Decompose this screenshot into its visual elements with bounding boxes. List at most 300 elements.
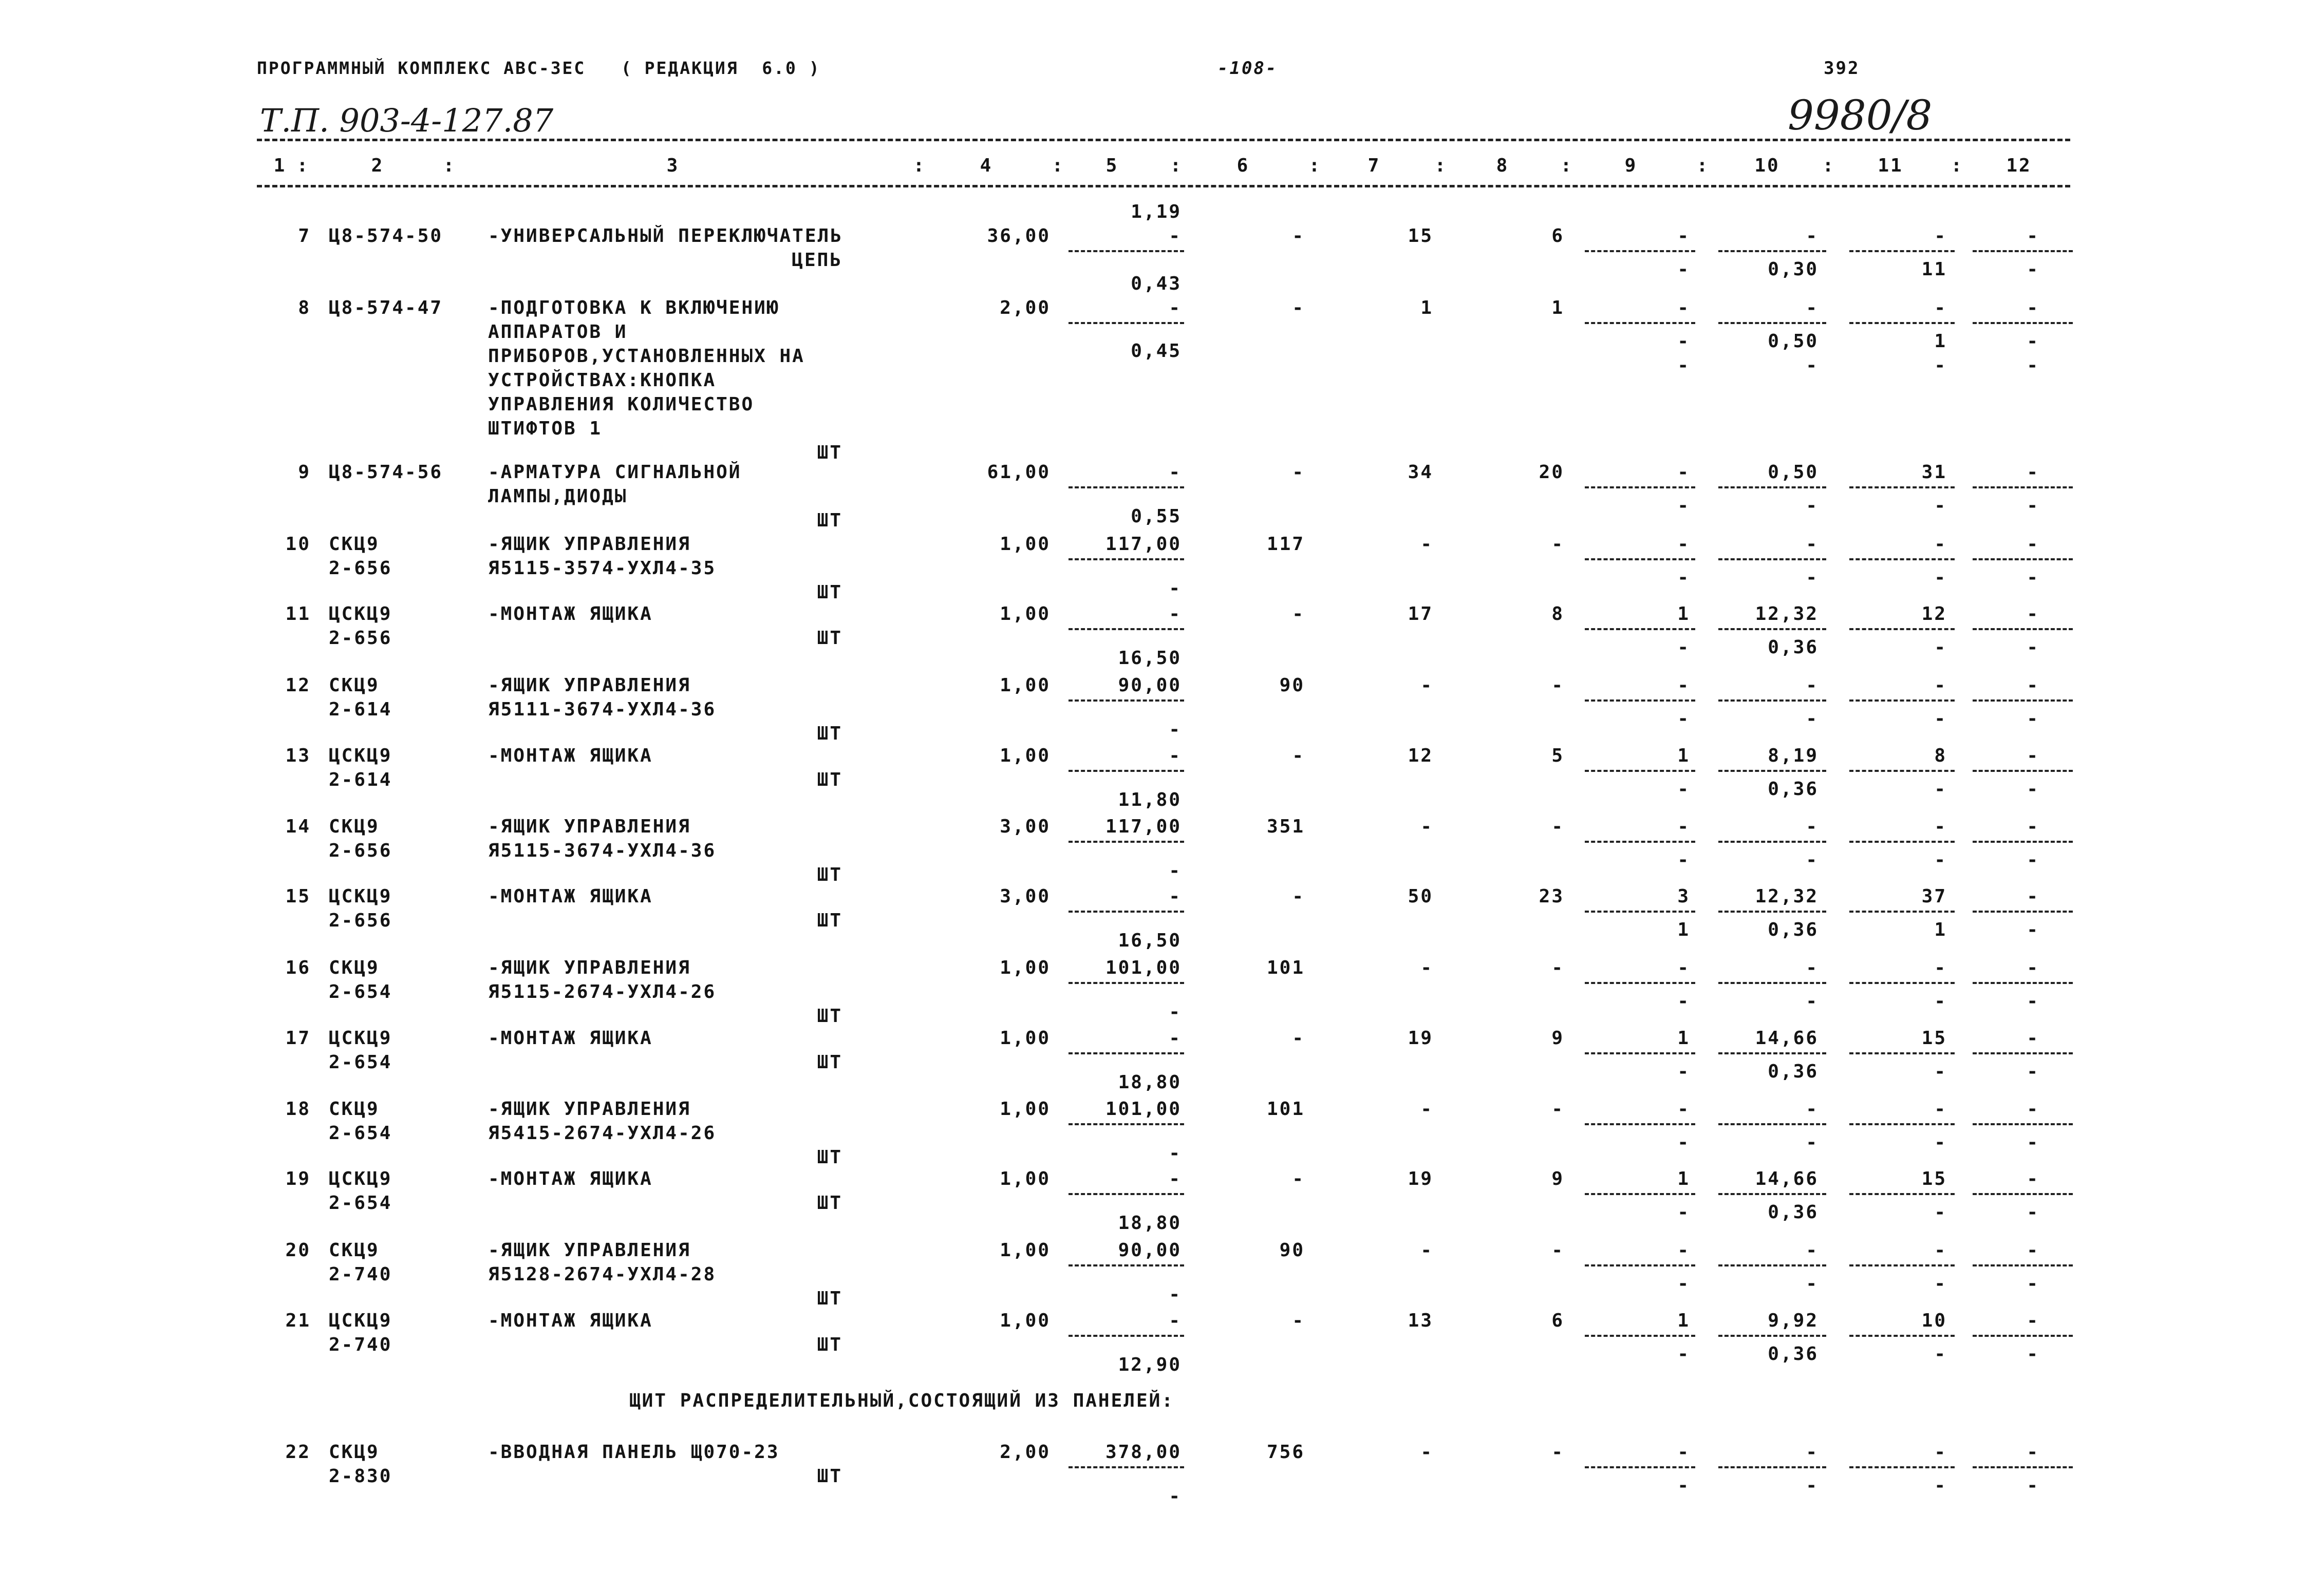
col-10: - [1806, 1240, 1819, 1261]
unit-cost-sub: 16,50 [1118, 930, 1182, 951]
total-cost: 756 [1266, 1442, 1305, 1463]
unit-cost-sub: - [1169, 1486, 1182, 1507]
total-cost: 351 [1266, 816, 1305, 837]
item-name: -ЯЩИК УПРАВЛЕНИЯ [488, 675, 691, 696]
cell-divider [1718, 1466, 1826, 1468]
item-code: 2-656 [329, 910, 392, 931]
col-10-sub: 0,36 [1768, 919, 1819, 940]
unit: ШТ [817, 1466, 842, 1487]
cell-divider [1718, 250, 1826, 252]
item-name: Я5128-2674-УХЛ4-28 [488, 1264, 717, 1285]
cost-divider [1069, 1466, 1184, 1468]
col-9: 1 [1677, 603, 1690, 625]
item-code: ЦСКЦ9 [329, 1168, 392, 1189]
item-name: Я5111-3674-УХЛ4-36 [488, 699, 717, 720]
col-11-sub: - [1934, 708, 1947, 729]
item-name: -МОНТАЖ ЯЩИКА [488, 745, 653, 766]
col-12: - [2027, 886, 2039, 907]
cell-divider [1849, 486, 1955, 488]
cell-divider [1849, 1123, 1955, 1125]
cell-divider [1718, 486, 1826, 488]
unit-cost-sub: 18,80 [1118, 1072, 1182, 1093]
cell-divider [1585, 982, 1695, 984]
col-10-sub: 0,36 [1768, 1344, 1819, 1365]
col-7: - [1420, 1099, 1433, 1120]
item-code: ЦСКЦ9 [329, 886, 392, 907]
item-name: -МОНТАЖ ЯЩИКА [488, 1028, 653, 1049]
col-10: - [1806, 534, 1819, 555]
cell-divider [1849, 699, 1955, 702]
col-11: - [1934, 225, 1947, 247]
total-cost: - [1292, 603, 1305, 625]
cell-divider [1718, 1264, 1826, 1266]
column-header: : [443, 155, 456, 176]
item-code: СКЦ9 [329, 1099, 380, 1120]
unit-cost-sub: - [1169, 1143, 1182, 1164]
col-12: - [2027, 1240, 2039, 1261]
col-10: 8,19 [1768, 745, 1819, 766]
cost-divider [1069, 322, 1184, 324]
unit: ШТ [817, 723, 842, 744]
row-number: 16 [285, 957, 311, 978]
col-11: - [1934, 1099, 1947, 1120]
column-header: : [1951, 155, 1964, 176]
col-10: - [1806, 1099, 1819, 1120]
col-7: 12 [1408, 745, 1433, 766]
quantity: 1,00 [1000, 1028, 1051, 1049]
unit-cost-sub: 0,55 [1131, 506, 1182, 527]
unit-cost-sub: - [1169, 1284, 1182, 1305]
col-12-sub: - [2027, 259, 2039, 280]
col-11-sub: - [1934, 637, 1947, 658]
row-number: 10 [285, 534, 311, 555]
cell-divider [1849, 558, 1955, 560]
unit: ШТ [817, 910, 842, 931]
cell-divider [1973, 841, 2073, 843]
col-11-sub: - [1934, 1061, 1947, 1082]
item-code: 2-656 [329, 558, 392, 579]
cell-divider [1973, 1052, 2073, 1054]
item-code: ЦСКЦ9 [329, 745, 392, 766]
quantity: 1,00 [1000, 534, 1051, 555]
column-header: 4 [980, 155, 993, 176]
cell-divider [1718, 628, 1826, 630]
col-12: - [2027, 1310, 2039, 1331]
cell-divider [1718, 770, 1826, 772]
quantity: 1,00 [1000, 1168, 1051, 1189]
column-header: : [1822, 155, 1835, 176]
cell-divider [1849, 982, 1955, 984]
col-9-extra: - [1677, 355, 1690, 376]
col-12-sub: - [2027, 331, 2039, 352]
col-9-sub: - [1677, 1061, 1690, 1082]
unit-cost-sub: 16,50 [1118, 648, 1182, 669]
item-name: Я5115-2674-УХЛ4-26 [488, 981, 717, 1002]
item-name: -ПОДГОТОВКА К ВКЛЮЧЕНИЮ [488, 297, 780, 318]
item-name: -ЯЩИК УПРАВЛЕНИЯ [488, 1240, 691, 1261]
col-8: 1 [1551, 297, 1564, 318]
col-8: 20 [1539, 462, 1564, 483]
column-header: : [1434, 155, 1448, 176]
col-8: 9 [1551, 1028, 1564, 1049]
unit-cost-prev: 0,43 [1131, 273, 1182, 294]
col-12-extra: - [2027, 355, 2039, 376]
unit: ШТ [817, 1147, 842, 1168]
col-9-sub: - [1677, 849, 1690, 871]
col-12: - [2027, 675, 2039, 696]
item-name: -УНИВЕРСАЛЬНЫЙ ПЕРЕКЛЮЧАТЕЛЬ [488, 225, 843, 247]
unit: ШТ [817, 769, 842, 790]
unit-cost-prev: 1,19 [1131, 201, 1182, 222]
col-11: 15 [1921, 1168, 1947, 1189]
item-name: ШТИФТОВ 1 [488, 418, 603, 439]
cost-divider [1069, 841, 1184, 843]
col-10-sub: - [1806, 1132, 1819, 1153]
col-11: - [1934, 957, 1947, 978]
column-header: : [296, 155, 310, 176]
col-11-extra: - [1934, 355, 1947, 376]
quantity: 1,00 [1000, 745, 1051, 766]
col-9: 1 [1677, 745, 1690, 766]
unit-cost: - [1169, 1310, 1182, 1331]
col-12: - [2027, 1028, 2039, 1049]
col-12: - [2027, 816, 2039, 837]
row-number: 15 [285, 886, 311, 907]
col-7: 19 [1408, 1028, 1433, 1049]
col-10-sub: - [1806, 567, 1819, 588]
item-code: СКЦ9 [329, 816, 380, 837]
col-9-sub: - [1677, 259, 1690, 280]
col-11: 31 [1921, 462, 1947, 483]
unit-cost-sub: - [1169, 1001, 1182, 1023]
col-10: - [1806, 225, 1819, 247]
unit-cost: - [1169, 225, 1182, 247]
total-cost: - [1292, 297, 1305, 318]
unit-cost: - [1169, 297, 1182, 318]
col-10-sub: - [1806, 991, 1819, 1012]
col-7: 34 [1408, 462, 1433, 483]
col-9-sub: - [1677, 567, 1690, 588]
section-title: ЩИТ РАСПРЕДЕЛИТЕЛЬНЫЙ,СОСТОЯЩИЙ ИЗ ПАНЕЛЕЙ: [629, 1390, 1174, 1411]
cell-divider [1585, 1123, 1695, 1125]
row-number: 11 [285, 603, 311, 625]
cell-divider [1849, 628, 1955, 630]
cell-divider [1973, 1123, 2073, 1125]
col-11: 15 [1921, 1028, 1947, 1049]
row-number: 17 [285, 1028, 311, 1049]
quantity: 1,00 [1000, 1240, 1051, 1261]
cell-divider [1849, 322, 1955, 324]
col-10-sub: 0,36 [1768, 779, 1819, 800]
cell-divider [1585, 770, 1695, 772]
cell-divider [1718, 699, 1826, 702]
col-7: - [1420, 675, 1433, 696]
col-10: - [1806, 957, 1819, 978]
item-name: -ВВОДНАЯ ПАНЕЛЬ Щ070-23 [488, 1442, 780, 1463]
col-11-sub: - [1934, 779, 1947, 800]
cell-divider [1718, 841, 1826, 843]
row-number: 8 [298, 297, 311, 318]
col-11-sub: - [1934, 1273, 1947, 1294]
total-cost: - [1292, 886, 1305, 907]
cell-divider [1973, 1466, 2073, 1468]
col-11: - [1934, 534, 1947, 555]
col-9: - [1677, 297, 1690, 318]
item-name: -МОНТАЖ ЯЩИКА [488, 1310, 653, 1331]
unit: ЦЕПЬ [792, 250, 842, 271]
item-code: ЦСКЦ9 [329, 603, 392, 625]
col-10-sub: - [1806, 1475, 1819, 1496]
cell-divider [1973, 1264, 2073, 1266]
item-name: ЛАМПЫ,ДИОДЫ [488, 486, 628, 507]
quantity: 2,00 [1000, 1442, 1051, 1463]
unit: ШТ [817, 442, 842, 463]
unit-cost: 117,00 [1105, 534, 1182, 555]
col-9: - [1677, 462, 1690, 483]
unit-cost: 101,00 [1105, 957, 1182, 978]
cell-divider [1585, 486, 1695, 488]
item-name: -ЯЩИК УПРАВЛЕНИЯ [488, 1099, 691, 1120]
unit-cost-extra: 0,45 [1131, 340, 1182, 362]
cell-divider [1718, 1052, 1826, 1054]
project-code: Т.П. 903-4-127.87 [260, 102, 554, 139]
col-11: 8 [1934, 745, 1947, 766]
col-8: 23 [1539, 886, 1564, 907]
item-code: 2-654 [329, 1123, 392, 1144]
item-name: Я5115-3574-УХЛ4-35 [488, 558, 717, 579]
col-9-sub: - [1677, 1273, 1690, 1294]
col-12: - [2027, 745, 2039, 766]
unit-cost: - [1169, 1028, 1182, 1049]
col-9-sub: - [1677, 708, 1690, 729]
item-code: ЦСКЦ9 [329, 1310, 392, 1331]
cell-divider [1585, 322, 1695, 324]
unit-cost: 117,00 [1105, 816, 1182, 837]
total-cost: - [1292, 225, 1305, 247]
unit: ШТ [817, 1193, 842, 1214]
item-code: 2-654 [329, 981, 392, 1002]
column-header: 3 [666, 155, 680, 176]
page-number: 392 [1824, 58, 1860, 79]
unit-cost: 101,00 [1105, 1099, 1182, 1120]
column-header: 12 [2006, 155, 2032, 176]
column-header: 6 [1236, 155, 1250, 176]
item-code: 2-614 [329, 699, 392, 720]
col-11: 10 [1921, 1310, 1947, 1331]
col-9: 1 [1677, 1168, 1690, 1189]
cost-divider [1069, 1052, 1184, 1054]
col-12-sub: - [2027, 708, 2039, 729]
unit-cost-sub: - [1169, 719, 1182, 740]
item-name: -МОНТАЖ ЯЩИКА [488, 886, 653, 907]
item-code: 2-740 [329, 1264, 392, 1285]
item-code: Ц8-574-56 [329, 462, 443, 483]
col-7: 50 [1408, 886, 1433, 907]
col-10-sub: - [1806, 708, 1819, 729]
unit-cost: 90,00 [1118, 675, 1182, 696]
cell-divider [1849, 250, 1955, 252]
col-9: - [1677, 675, 1690, 696]
item-code: 2-830 [329, 1466, 392, 1487]
col-10: 0,50 [1768, 462, 1819, 483]
col-9-sub: - [1677, 1202, 1690, 1223]
total-cost: 101 [1266, 957, 1305, 978]
col-10-sub: 0,30 [1768, 259, 1819, 280]
cell-divider [1849, 1466, 1955, 1468]
unit-cost: - [1169, 462, 1182, 483]
unit-cost-sub: 18,80 [1118, 1213, 1182, 1234]
col-8: - [1551, 1240, 1564, 1261]
cell-divider [1718, 322, 1826, 324]
total-cost: 90 [1279, 675, 1305, 696]
column-header: 2 [371, 155, 384, 176]
header-rule [257, 185, 2070, 187]
item-code: 2-654 [329, 1193, 392, 1214]
col-7: - [1420, 1442, 1433, 1463]
col-11-sub: 11 [1921, 259, 1947, 280]
total-cost: - [1292, 1168, 1305, 1189]
column-header: 10 [1754, 155, 1780, 176]
item-name: -ЯЩИК УПРАВЛЕНИЯ [488, 957, 691, 978]
col-10: 12,32 [1755, 603, 1819, 625]
col-12: - [2027, 1442, 2039, 1463]
page-mark: -108- [1217, 58, 1278, 79]
column-header: : [1696, 155, 1710, 176]
item-name: -АРМАТУРА СИГНАЛЬНОЙ [488, 462, 742, 483]
col-9: - [1677, 1099, 1690, 1120]
cell-divider [1973, 1193, 2073, 1195]
cell-divider [1718, 911, 1826, 913]
column-header: : [1560, 155, 1573, 176]
col-7: - [1420, 1240, 1433, 1261]
col-11-sub: - [1934, 991, 1947, 1012]
unit: ШТ [817, 510, 842, 531]
cost-divider [1069, 1193, 1184, 1195]
cell-divider [1973, 982, 2073, 984]
col-10: - [1806, 675, 1819, 696]
cell-divider [1849, 1264, 1955, 1266]
cell-divider [1585, 558, 1695, 560]
unit-cost: 378,00 [1105, 1442, 1182, 1463]
unit-cost: - [1169, 603, 1182, 625]
col-10-sub: 0,36 [1768, 637, 1819, 658]
unit-cost: - [1169, 886, 1182, 907]
col-8: 8 [1551, 603, 1564, 625]
cell-divider [1585, 841, 1695, 843]
col-11-sub: 1 [1934, 919, 1947, 940]
quantity: 1,00 [1000, 1310, 1051, 1331]
col-10-sub: 0,36 [1768, 1061, 1819, 1082]
cost-divider [1069, 558, 1184, 560]
item-code: 2-654 [329, 1052, 392, 1073]
total-cost: - [1292, 745, 1305, 766]
cost-divider [1069, 1123, 1184, 1125]
unit-cost-sub: - [1169, 860, 1182, 881]
total-cost: 90 [1279, 1240, 1305, 1261]
col-12-sub: - [2027, 991, 2039, 1012]
quantity: 1,00 [1000, 603, 1051, 625]
col-10: 14,66 [1755, 1028, 1819, 1049]
cell-divider [1585, 628, 1695, 630]
col-7: 13 [1408, 1310, 1433, 1331]
cell-divider [1585, 1052, 1695, 1054]
cell-divider [1973, 250, 2073, 252]
col-7: - [1420, 534, 1433, 555]
unit-cost-sub: 11,80 [1118, 789, 1182, 810]
total-cost: - [1292, 1028, 1305, 1049]
col-9-sub: - [1677, 1344, 1690, 1365]
item-name: -ЯЩИК УПРАВЛЕНИЯ [488, 816, 691, 837]
cell-divider [1849, 1335, 1955, 1337]
cell-divider [1718, 1123, 1826, 1125]
col-12: - [2027, 462, 2039, 483]
col-12-sub: - [2027, 1132, 2039, 1153]
cost-divider [1069, 628, 1184, 630]
cell-divider [1973, 699, 2073, 702]
column-header: : [1308, 155, 1322, 176]
cost-divider [1069, 250, 1184, 252]
cell-divider [1718, 1193, 1826, 1195]
col-8: 6 [1551, 1310, 1564, 1331]
col-11: - [1934, 297, 1947, 318]
quantity: 36,00 [987, 225, 1051, 247]
col-9-sub: - [1677, 1475, 1690, 1496]
cell-divider [1585, 1335, 1695, 1337]
item-code: СКЦ9 [329, 1442, 380, 1463]
item-code: СКЦ9 [329, 534, 380, 555]
cell-divider [1585, 699, 1695, 702]
col-12-sub: - [2027, 1344, 2039, 1365]
cell-divider [1849, 841, 1955, 843]
cost-divider [1069, 770, 1184, 772]
item-code: Ц8-574-47 [329, 297, 443, 318]
item-name: Я5415-2674-УХЛ4-26 [488, 1123, 717, 1144]
col-12-sub: - [2027, 495, 2039, 516]
cost-divider [1069, 1335, 1184, 1337]
item-code: 2-656 [329, 840, 392, 861]
cell-divider [1973, 486, 2073, 488]
col-10: 9,92 [1768, 1310, 1819, 1331]
cell-divider [1585, 1193, 1695, 1195]
col-10: - [1806, 816, 1819, 837]
row-number: 20 [285, 1240, 311, 1261]
quantity: 3,00 [1000, 886, 1051, 907]
col-9-sub: - [1677, 1132, 1690, 1153]
col-10-extra: - [1806, 355, 1819, 376]
handwritten-number: 9980/8 [1788, 91, 1933, 139]
quantity: 1,00 [1000, 675, 1051, 696]
item-name: УСТРОЙСТВАХ:КНОПКА [488, 370, 717, 391]
col-9-sub: - [1677, 331, 1690, 352]
total-cost: - [1292, 1310, 1305, 1331]
cost-divider [1069, 1264, 1184, 1266]
unit: ШТ [817, 582, 842, 603]
column-header: 11 [1878, 155, 1903, 176]
item-code: СКЦ9 [329, 675, 380, 696]
col-11: - [1934, 816, 1947, 837]
top-rule [257, 139, 2070, 141]
col-10-sub: - [1806, 495, 1819, 516]
item-name: УПРАВЛЕНИЯ КОЛИЧЕСТВО [488, 394, 755, 415]
col-7: 15 [1408, 225, 1433, 247]
col-12: - [2027, 1168, 2039, 1189]
col-9-sub: - [1677, 779, 1690, 800]
cell-divider [1849, 770, 1955, 772]
col-12-sub: - [2027, 1061, 2039, 1082]
quantity: 1,00 [1000, 1099, 1051, 1120]
col-9-sub: - [1677, 637, 1690, 658]
cell-divider [1585, 911, 1695, 913]
